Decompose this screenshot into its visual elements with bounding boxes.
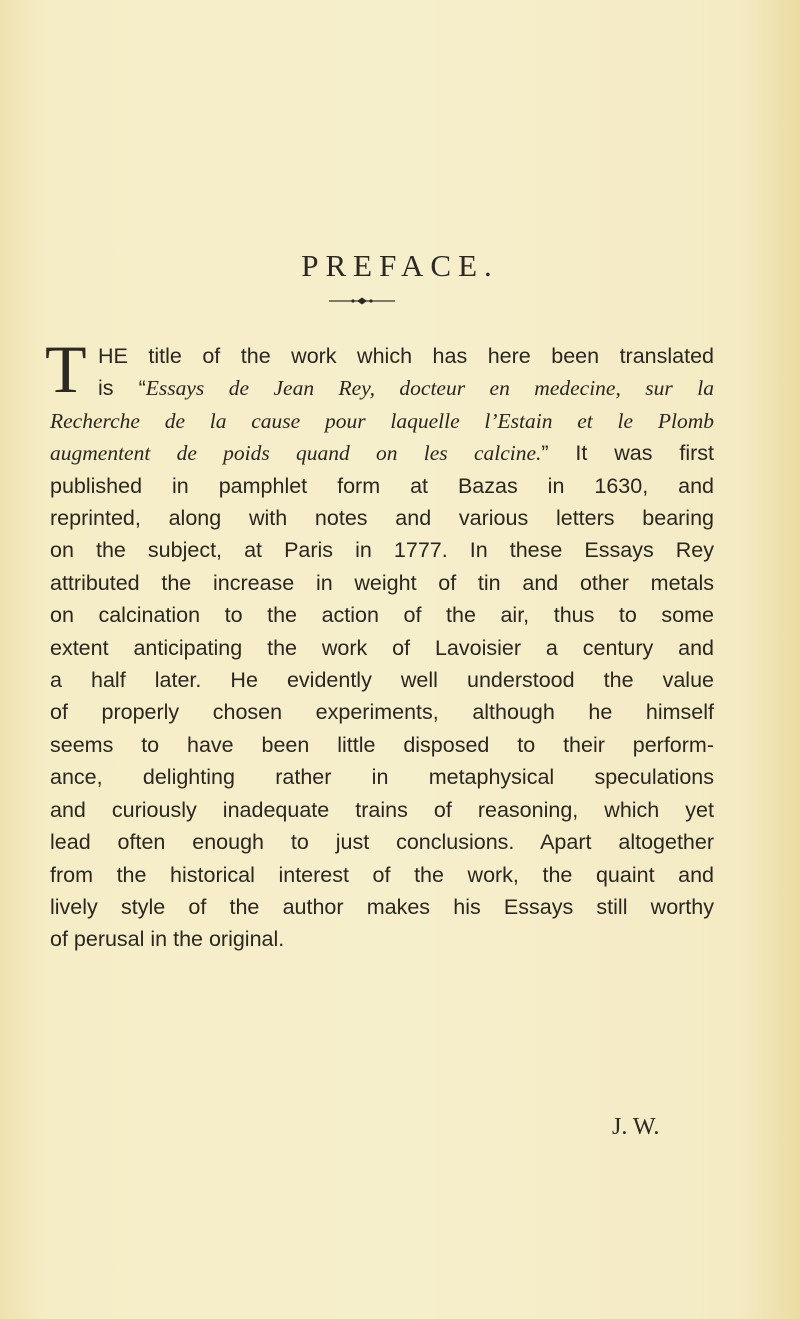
text-line: lead often enough to just conclusions. Apart altogether — [50, 830, 714, 855]
text-line: attributed the increase in weight of tin and other metals — [50, 570, 714, 595]
text-line: Recherche de la cause pour laquelle l’Estain et le Plomb — [50, 408, 714, 433]
text-fragment: ” It was first — [541, 441, 714, 466]
text-line: ance, delighting rather in metaphysical speculations — [50, 765, 714, 790]
italic-title-fragment: augmentent de poids quand on les calcine. — [50, 441, 542, 466]
text-line: extent anticipating the work of Lavoisier a century and — [50, 635, 714, 660]
text-line: seems to have been little disposed to their perform- — [50, 732, 714, 757]
text-line: on the subject, at Paris in 1777. In these Essays Rey — [50, 538, 714, 563]
text-line: from the historical interest of the work, the quaint and — [50, 862, 714, 887]
text-line: of perusal in the original. — [50, 927, 285, 952]
drop-cap: T — [45, 331, 87, 407]
text-line: on calcination to the action of the air, thus to some — [50, 603, 714, 628]
italic-title-fragment: Essays de Jean Rey, docteur en medecine, sur la — [145, 376, 714, 401]
text-line — [50, 372, 714, 404]
text-line: lively style of the author makes his Essays still worthy — [50, 894, 714, 919]
text-line: a half later. He evidently well understood the value — [50, 668, 714, 693]
text-line: and curiously inadequate trains of reasoning, which yet — [50, 797, 714, 822]
preface-paragraph — [50, 340, 714, 956]
text-line: published in pamphlet form at Bazas in 1630, and — [50, 473, 714, 498]
text-line: of properly chosen experiments, although he himself — [50, 700, 714, 725]
text-fragment: is “ — [98, 376, 146, 401]
ornament-divider — [329, 296, 395, 306]
text-line: reprinted, along with notes and various letters bearing — [50, 506, 714, 531]
text-line — [50, 437, 714, 469]
page-title: PREFACE. — [301, 248, 499, 283]
text-line: HE title of the work which has here been translated — [98, 344, 714, 368]
author-initials: J. W. — [612, 1114, 660, 1140]
